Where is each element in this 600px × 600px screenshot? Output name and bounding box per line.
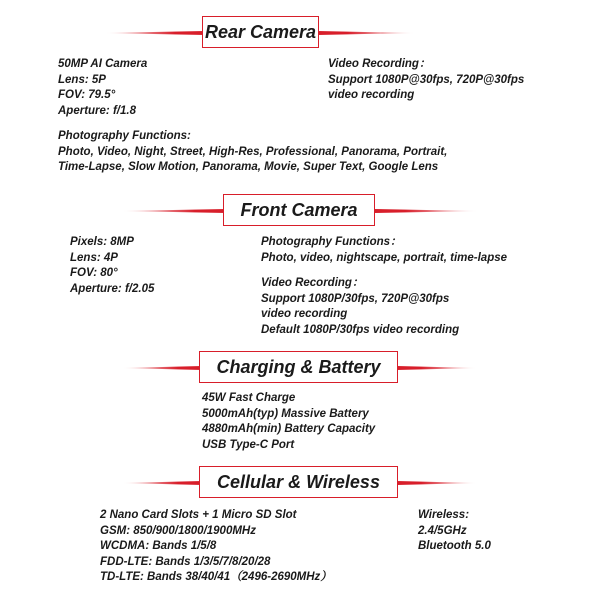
video-line: Support 1080P@30fps, 720P@30fps bbox=[328, 73, 525, 86]
divider-line-right bbox=[318, 31, 415, 35]
spec-line: GSM: 850/900/1800/1900MHz bbox=[100, 524, 256, 537]
spec-line: WCDMA: Bands 1/5/8 bbox=[100, 540, 217, 552]
wireless-label: Wireless: bbox=[418, 509, 470, 521]
section-title-box bbox=[202, 16, 319, 48]
photo-functions-label: Photography Functions: bbox=[58, 130, 191, 142]
spec-line: 50MP AI Camera bbox=[58, 58, 148, 70]
front-camera-functions bbox=[261, 235, 507, 338]
divider-line-left bbox=[122, 209, 226, 213]
section-title: Cellular & Wireless bbox=[217, 471, 380, 492]
video-label: Video Recording： bbox=[261, 277, 364, 289]
photo-functions-line: Time-Lapse, Slow Motion, Panorama, Movie, Super Text, Google Lens bbox=[58, 161, 439, 173]
spec-line: 2.4/5GHz bbox=[418, 524, 467, 537]
spec-line: Aperture: f/1.8 bbox=[58, 104, 136, 117]
video-line: Support 1080P/30fps, 720P@30fps bbox=[261, 292, 450, 305]
section-title-box bbox=[223, 194, 375, 226]
section-title-box bbox=[199, 351, 398, 383]
divider-line-right bbox=[397, 366, 477, 370]
spec-line: 4880mAh(min) Battery Capacity bbox=[202, 423, 376, 435]
spec-line: Lens: 4P bbox=[70, 251, 118, 264]
divider-line-right bbox=[374, 209, 478, 213]
video-label: Video Recording： bbox=[328, 58, 431, 70]
spec-line: TD-LTE: Bands 38/40/41（2496-2690MHz） bbox=[100, 571, 332, 583]
section-title-box bbox=[199, 466, 398, 498]
charging-battery-specs bbox=[202, 391, 375, 453]
photo-functions-line: Photo, Video, Night, Street, High-Res, Professional, Panorama, Portrait, bbox=[58, 145, 448, 158]
section-title: Charging & Battery bbox=[216, 356, 381, 377]
rear-camera-video bbox=[328, 57, 524, 104]
spec-line: FOV: 79.5° bbox=[58, 89, 116, 101]
spec-line: Aperture: f/2.05 bbox=[70, 282, 155, 295]
divider-line-right bbox=[397, 481, 477, 485]
divider-line-left bbox=[122, 481, 202, 485]
spec-line: USB Type-C Port bbox=[202, 438, 295, 451]
front-camera-heading bbox=[0, 194, 600, 228]
divider-line-left bbox=[122, 366, 202, 370]
front-camera-specs bbox=[70, 235, 154, 297]
video-line: Default 1080P/30fps video recording bbox=[261, 323, 460, 336]
cellular-specs bbox=[100, 508, 332, 586]
section-title: Rear Camera bbox=[204, 21, 317, 42]
rear-camera-heading bbox=[0, 16, 600, 50]
section-title: Front Camera bbox=[240, 199, 358, 220]
spec-line: Pixels: 8MP bbox=[70, 236, 134, 248]
video-line: video recording bbox=[261, 308, 348, 320]
spec-line: 2 Nano Card Slots + 1 Micro SD Slot bbox=[100, 509, 297, 521]
wireless-specs bbox=[418, 508, 491, 555]
spec-line: FOV: 80° bbox=[70, 267, 118, 279]
spec-line: Bluetooth 5.0 bbox=[418, 540, 491, 552]
photo-functions-label: Photography Functions： bbox=[261, 236, 402, 248]
divider-line-left bbox=[105, 31, 205, 35]
spec-line: FDD-LTE: Bands 1/3/5/7/8/20/28 bbox=[100, 555, 271, 568]
video-line: video recording bbox=[328, 89, 415, 101]
spec-line: 5000mAh(typ) Massive Battery bbox=[202, 407, 369, 420]
spec-line: Lens: 5P bbox=[58, 73, 106, 86]
charging-battery-heading bbox=[0, 351, 600, 385]
photo-functions-line: Photo, video, nightscape, portrait, time-lapse bbox=[261, 251, 508, 264]
cellular-wireless-heading bbox=[0, 466, 600, 500]
spec-line: 45W Fast Charge bbox=[202, 392, 296, 404]
